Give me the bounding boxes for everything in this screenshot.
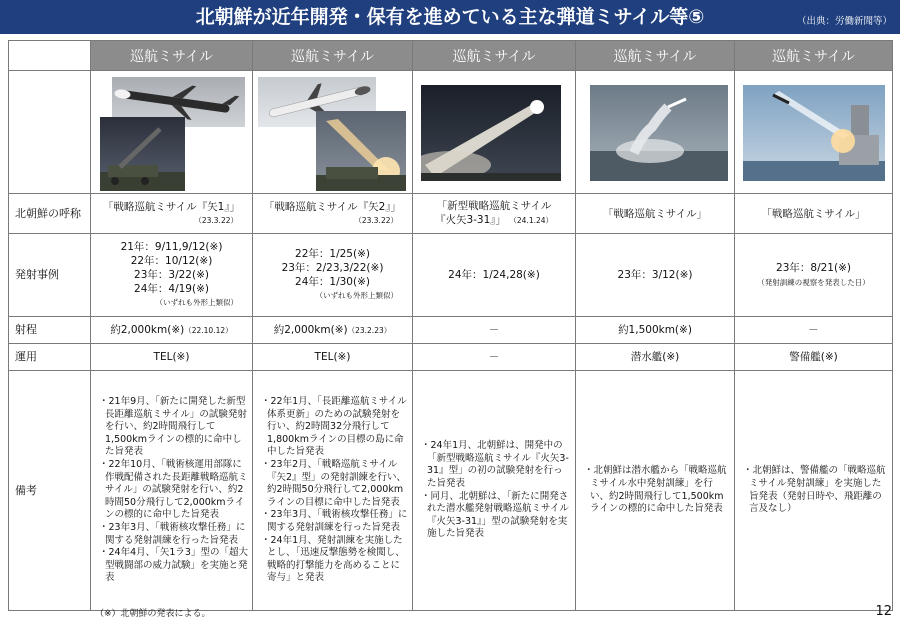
remark-item: ・24年1月、発射訓練を実施したとし、「迅速反撃態勢を検閲し、戦略的打撃能力を高めることに寄与」と発表 xyxy=(261,534,405,584)
launch-note: （発射訓練の視察を発表した日） xyxy=(757,277,870,287)
launch-line: 22年：1/25(※) xyxy=(295,248,370,260)
launches-cell xyxy=(91,234,253,317)
remark-item: ・同月、北朝鮮は、「新たに開発された潜水艦発射戦略巡航ミサイル『火矢3-31』」型の試験発射を実施した旨発表 xyxy=(421,490,569,540)
launch-line: 23年：8/21(※) xyxy=(776,261,851,274)
launch-line: 22年：10/12(※) xyxy=(130,255,213,267)
range-cell xyxy=(576,317,735,344)
operation-cell: 警備艦(※) xyxy=(735,344,893,371)
source-note: （出典：労働新聞等） xyxy=(796,16,892,27)
range-cell xyxy=(91,317,253,344)
column-header: 巡航ミサイル xyxy=(413,41,576,71)
page-number: 12 xyxy=(875,604,892,619)
launch-line: 24年：4/19(※) xyxy=(134,283,209,295)
launch-note: （いずれも外形上類似） xyxy=(315,291,398,300)
remarks-cell xyxy=(91,371,253,611)
designation-name: 「新型戦略巡航ミサイル xyxy=(436,200,552,212)
column-header: 巡航ミサイル xyxy=(576,41,735,71)
launches-cell xyxy=(735,234,893,317)
launch-line: 23年：3/22(※) xyxy=(134,269,209,281)
row-label-launches: 発射事例 xyxy=(9,234,91,317)
row-label-range: 射程 xyxy=(9,317,91,344)
range-date: （23.2.23） xyxy=(347,325,392,335)
image-cell xyxy=(735,71,893,194)
designation-name: 「戦略巡航ミサイル『矢2』」 xyxy=(263,200,402,213)
launch-line: 23年：2/23,3/22(※) xyxy=(281,262,384,274)
operation-cell: 潜水艦(※) xyxy=(576,344,735,371)
designation-name: 「戦略巡航ミサイル『矢1』」 xyxy=(102,200,241,213)
warship-launch-photo xyxy=(743,85,885,181)
image-cell xyxy=(91,71,253,194)
operation-cell: TEL(※) xyxy=(253,344,413,371)
image-cell xyxy=(413,71,576,194)
image-row-label xyxy=(9,71,91,194)
operation-cell: TEL(※) xyxy=(91,344,253,371)
designation-cell xyxy=(413,194,576,234)
designation-date: （23.3.22） xyxy=(194,215,238,225)
designation-name: 「戦略巡航ミサイル」 xyxy=(602,207,708,220)
launch-line: 24年：1/30(※) xyxy=(295,276,370,288)
launch-line: 21年：9/11,9/12(※) xyxy=(120,241,223,253)
remark-item: ・北朝鮮は潜水艦から「戦略巡航ミサイル水中発射訓練」を行い、約2時間飛行して1,500kmラインの標的に命中した旨発表 xyxy=(584,465,727,515)
designation-date: （24.1.24） xyxy=(509,216,554,225)
hwasal-launch-photo xyxy=(421,85,561,181)
range-date: （22.10.12） xyxy=(184,325,233,335)
range-value: 約1,500km(※) xyxy=(618,324,692,336)
column-header: 巡航ミサイル xyxy=(253,41,413,71)
range-value: 約2,000km(※) xyxy=(273,323,348,336)
launch-note: （いずれも外形上類似） xyxy=(155,298,238,307)
page-title: 北朝鮮が近年開発・保有を進めている主な弾道ミサイル等⑤ xyxy=(195,6,705,28)
remark-item: ・23年2月、「戦略巡航ミサイル『矢2』型」の発射訓練を行い、約2時間50分飛行して2,000kmラインの目標に命中した旨発表 xyxy=(261,459,407,508)
corner-cell xyxy=(9,41,91,71)
tel-launch-photo xyxy=(100,117,185,191)
footnote: （※）北朝鮮の発表による。 xyxy=(95,609,211,619)
column-header: 巡航ミサイル xyxy=(735,41,893,71)
remarks-cell xyxy=(576,371,735,611)
designation-cell xyxy=(91,194,253,234)
row-label-remarks: 備考 xyxy=(9,371,91,611)
remark-item: ・21年9月、「新たに開発した新型長距離巡航ミサイル」の試験発射を行い、約2時間飛行して1,500kmラインの標的に命中した旨発表 xyxy=(99,396,247,458)
remark-item: ・24年4月、「矢1ラ3」型の「超大型戦闘部の威力試験」を実施と発表 xyxy=(99,547,248,584)
row-label-designation: 北朝鮮の呼称 xyxy=(9,194,91,234)
remarks-cell xyxy=(253,371,413,611)
launches-cell xyxy=(413,234,576,317)
launches-cell xyxy=(576,234,735,317)
operation-cell: － xyxy=(413,344,576,371)
designation-cell xyxy=(253,194,413,234)
launch-line: 24年：1/24,28(※) xyxy=(448,269,540,281)
range-value: － xyxy=(488,324,500,336)
range-cell xyxy=(253,317,413,344)
column-header: 巡航ミサイル xyxy=(91,41,253,71)
range-cell xyxy=(735,317,893,344)
designation-name: 『火矢3-31』」 xyxy=(434,214,507,226)
remark-item: ・北朝鮮は、警備艦の「戦略巡航ミサイル発射訓練」を実施した旨発表（発射日時や、飛距離の言及なし） xyxy=(743,465,886,515)
row-label-operation: 運用 xyxy=(9,344,91,371)
submarine-launch-photo xyxy=(590,85,728,181)
range-value: － xyxy=(808,324,819,336)
remark-item: ・24年1月、北朝鮮は、開発中の「新型戦略巡航ミサイル『火矢3-31』型」の初の試験発射を行った旨発表 xyxy=(421,440,569,489)
image-cell xyxy=(576,71,735,194)
designation-date: （23.3.22） xyxy=(354,215,398,225)
designation-cell xyxy=(576,194,735,234)
range-cell xyxy=(413,317,576,344)
designation-name: 「戦略巡航ミサイル」 xyxy=(761,207,866,220)
designation-cell xyxy=(735,194,893,234)
tel-launch-photo xyxy=(316,111,406,191)
missile-table xyxy=(8,40,893,611)
remark-item: ・23年3月、「戦術核攻撃任務」に関する発射訓練を行った旨発表 xyxy=(261,509,408,533)
launches-cell xyxy=(253,234,413,317)
launch-line: 23年：3/12(※) xyxy=(617,269,693,281)
remark-item: ・22年10月、「戦術核運用部隊に作戦配備された長距離戦略巡航ミサイル」の試験発射を行い、約2時間50分飛行して2,000kmラインの標的に命中した旨発表 xyxy=(99,459,248,521)
image-cell xyxy=(253,71,413,194)
remarks-cell xyxy=(413,371,576,611)
remark-item: ・23年3月、「戦術核攻撃任務」に関する発射訓練を行った旨発表 xyxy=(99,521,246,546)
range-value: 約2,000km(※) xyxy=(110,323,185,336)
remark-item: ・22年1月、「長距離巡航ミサイル体系更新」のための試験発射を行い、約2時間32分飛行して1,800kmラインの目標の島に命中した旨発表 xyxy=(261,396,407,458)
remarks-cell xyxy=(735,371,893,611)
